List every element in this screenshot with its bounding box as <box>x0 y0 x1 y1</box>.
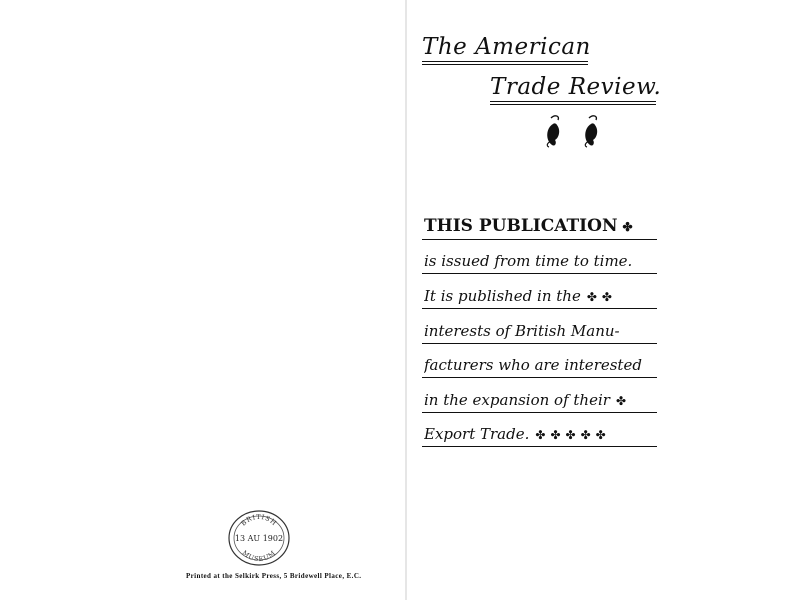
body-line-text: facturers who are interested <box>424 356 642 374</box>
printer-imprint: Printed at the Selkirk Press, 5 Bridewell Place, E.C. <box>186 572 362 580</box>
leaf-ornament-icon: ✤ <box>535 428 551 442</box>
publication-heading <box>424 215 633 238</box>
body-rule-1 <box>422 273 657 274</box>
page-gutter <box>405 0 407 600</box>
leaf-ornament-icon: ✤ <box>615 394 632 408</box>
heading-rule <box>422 239 657 240</box>
body-rule-4 <box>422 377 657 378</box>
leaf-ornament-icon: ✤ <box>601 290 617 304</box>
body-line-4 <box>424 355 656 375</box>
body-line-3 <box>424 321 656 341</box>
body-line-6 <box>424 424 656 445</box>
stamp-top-text: BRITISH <box>239 512 279 528</box>
stamp-date: 13 AU 1902 <box>234 534 284 543</box>
leaf-ornament-icon: ✤ <box>586 290 602 304</box>
body-rule-3 <box>422 343 657 344</box>
fleuron-ornaments <box>543 112 613 150</box>
leaf-ornament-icon: ✤ <box>622 220 633 234</box>
title-rule-1 <box>422 61 588 62</box>
body-line-1 <box>424 251 656 271</box>
stamp-bottom-text: MUSEUM <box>240 548 278 564</box>
leaf-ornament-icon: ✤ <box>550 428 566 442</box>
body-line-text: It is published in the <box>424 287 581 305</box>
leaf-ornament-icon: ✤ <box>595 428 611 442</box>
body-line-2 <box>424 286 656 307</box>
body-line-text: interests of British Manu- <box>424 322 620 340</box>
svg-text:MUSEUM <box>241 549 278 563</box>
body-rule-6 <box>422 446 657 447</box>
heading-text: THIS PUBLICATION <box>424 216 618 236</box>
title-rule-2 <box>490 101 656 102</box>
fleuron-left-icon <box>547 116 559 147</box>
svg-text:BRITISH <box>239 513 278 528</box>
body-line-text: is issued from time to time. <box>424 252 633 270</box>
library-stamp <box>227 509 291 567</box>
leaf-ornament-icon: ✤ <box>565 428 581 442</box>
title-line-2: Trade Review. <box>490 74 662 100</box>
body-line-text: Export Trade. <box>424 425 530 443</box>
title-line-1: The American <box>422 34 591 60</box>
fleuron-right-icon <box>585 116 597 147</box>
body-line-text: in the expansion of their <box>424 391 610 409</box>
body-line-5 <box>424 390 656 411</box>
body-rule-5 <box>422 412 657 413</box>
body-rule-2 <box>422 308 657 309</box>
leaf-ornament-icon: ✤ <box>580 428 596 442</box>
